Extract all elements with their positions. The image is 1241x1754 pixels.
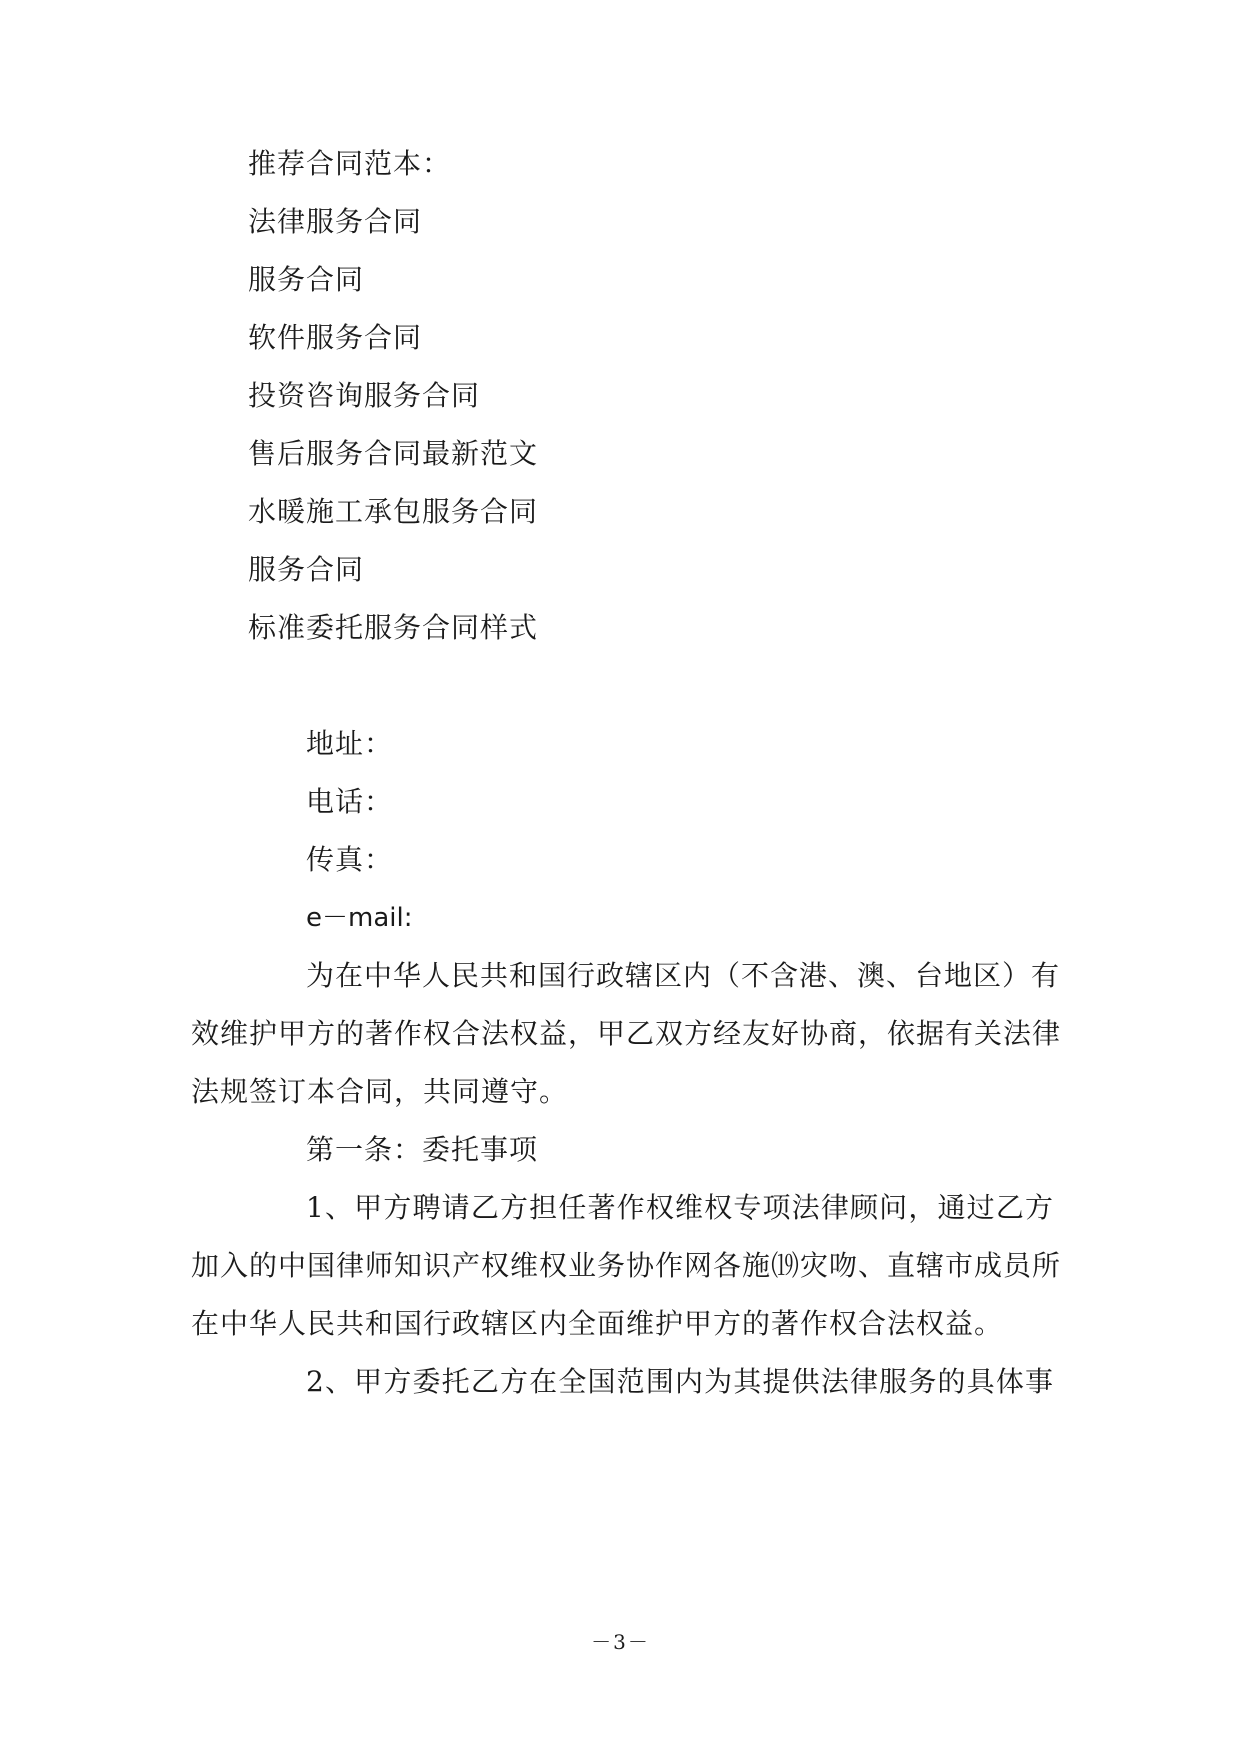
recommended-item-1: 法律服务合同 bbox=[248, 205, 423, 238]
phone-label: 电话： bbox=[306, 785, 394, 818]
recommended-item-6: 水暖施工承包服务合同 bbox=[248, 495, 539, 528]
item-1-line-1: 1、甲方聘请乙方担任著作权维权专项法律顾问，通过乙方 bbox=[306, 1191, 1054, 1224]
intro-line-3: 法规签订本合同，共同遵守。 bbox=[191, 1075, 569, 1108]
item-1-line-2: 加入的中国律师知识产权维权业务协作网各施⒆灾吻、直辖市成员所 bbox=[191, 1249, 1062, 1282]
recommended-item-7: 服务合同 bbox=[248, 553, 365, 586]
recommended-item-2: 服务合同 bbox=[248, 263, 365, 296]
recommended-item-4: 投资咨询服务合同 bbox=[248, 379, 481, 412]
article-1-title: 第一条：委托事项 bbox=[306, 1133, 539, 1166]
page-number: －3－ bbox=[591, 1630, 650, 1654]
recommended-item-5: 售后服务合同最新范文 bbox=[248, 437, 539, 470]
address-label: 地址： bbox=[306, 727, 394, 760]
fax-label: 传真： bbox=[306, 843, 394, 876]
recommended-item-8: 标准委托服务合同样式 bbox=[248, 611, 539, 644]
item-2-line-1: 2、甲方委托乙方在全国范围内为其提供法律服务的具体事 bbox=[306, 1365, 1054, 1398]
recommended-item-3: 软件服务合同 bbox=[248, 321, 423, 354]
recommended-heading: 推荐合同范本： bbox=[248, 147, 452, 180]
item-1-line-3: 在中华人民共和国行政辖区内全面维护甲方的著作权合法权益。 bbox=[191, 1307, 1004, 1340]
email-label: e－mail: bbox=[306, 903, 413, 933]
intro-line-1: 为在中华人民共和国行政辖区内（不含港、澳、台地区）有 bbox=[306, 959, 1061, 992]
intro-line-2: 效维护甲方的著作权合法权益，甲乙双方经友好协商，依据有关法律 bbox=[191, 1017, 1062, 1050]
